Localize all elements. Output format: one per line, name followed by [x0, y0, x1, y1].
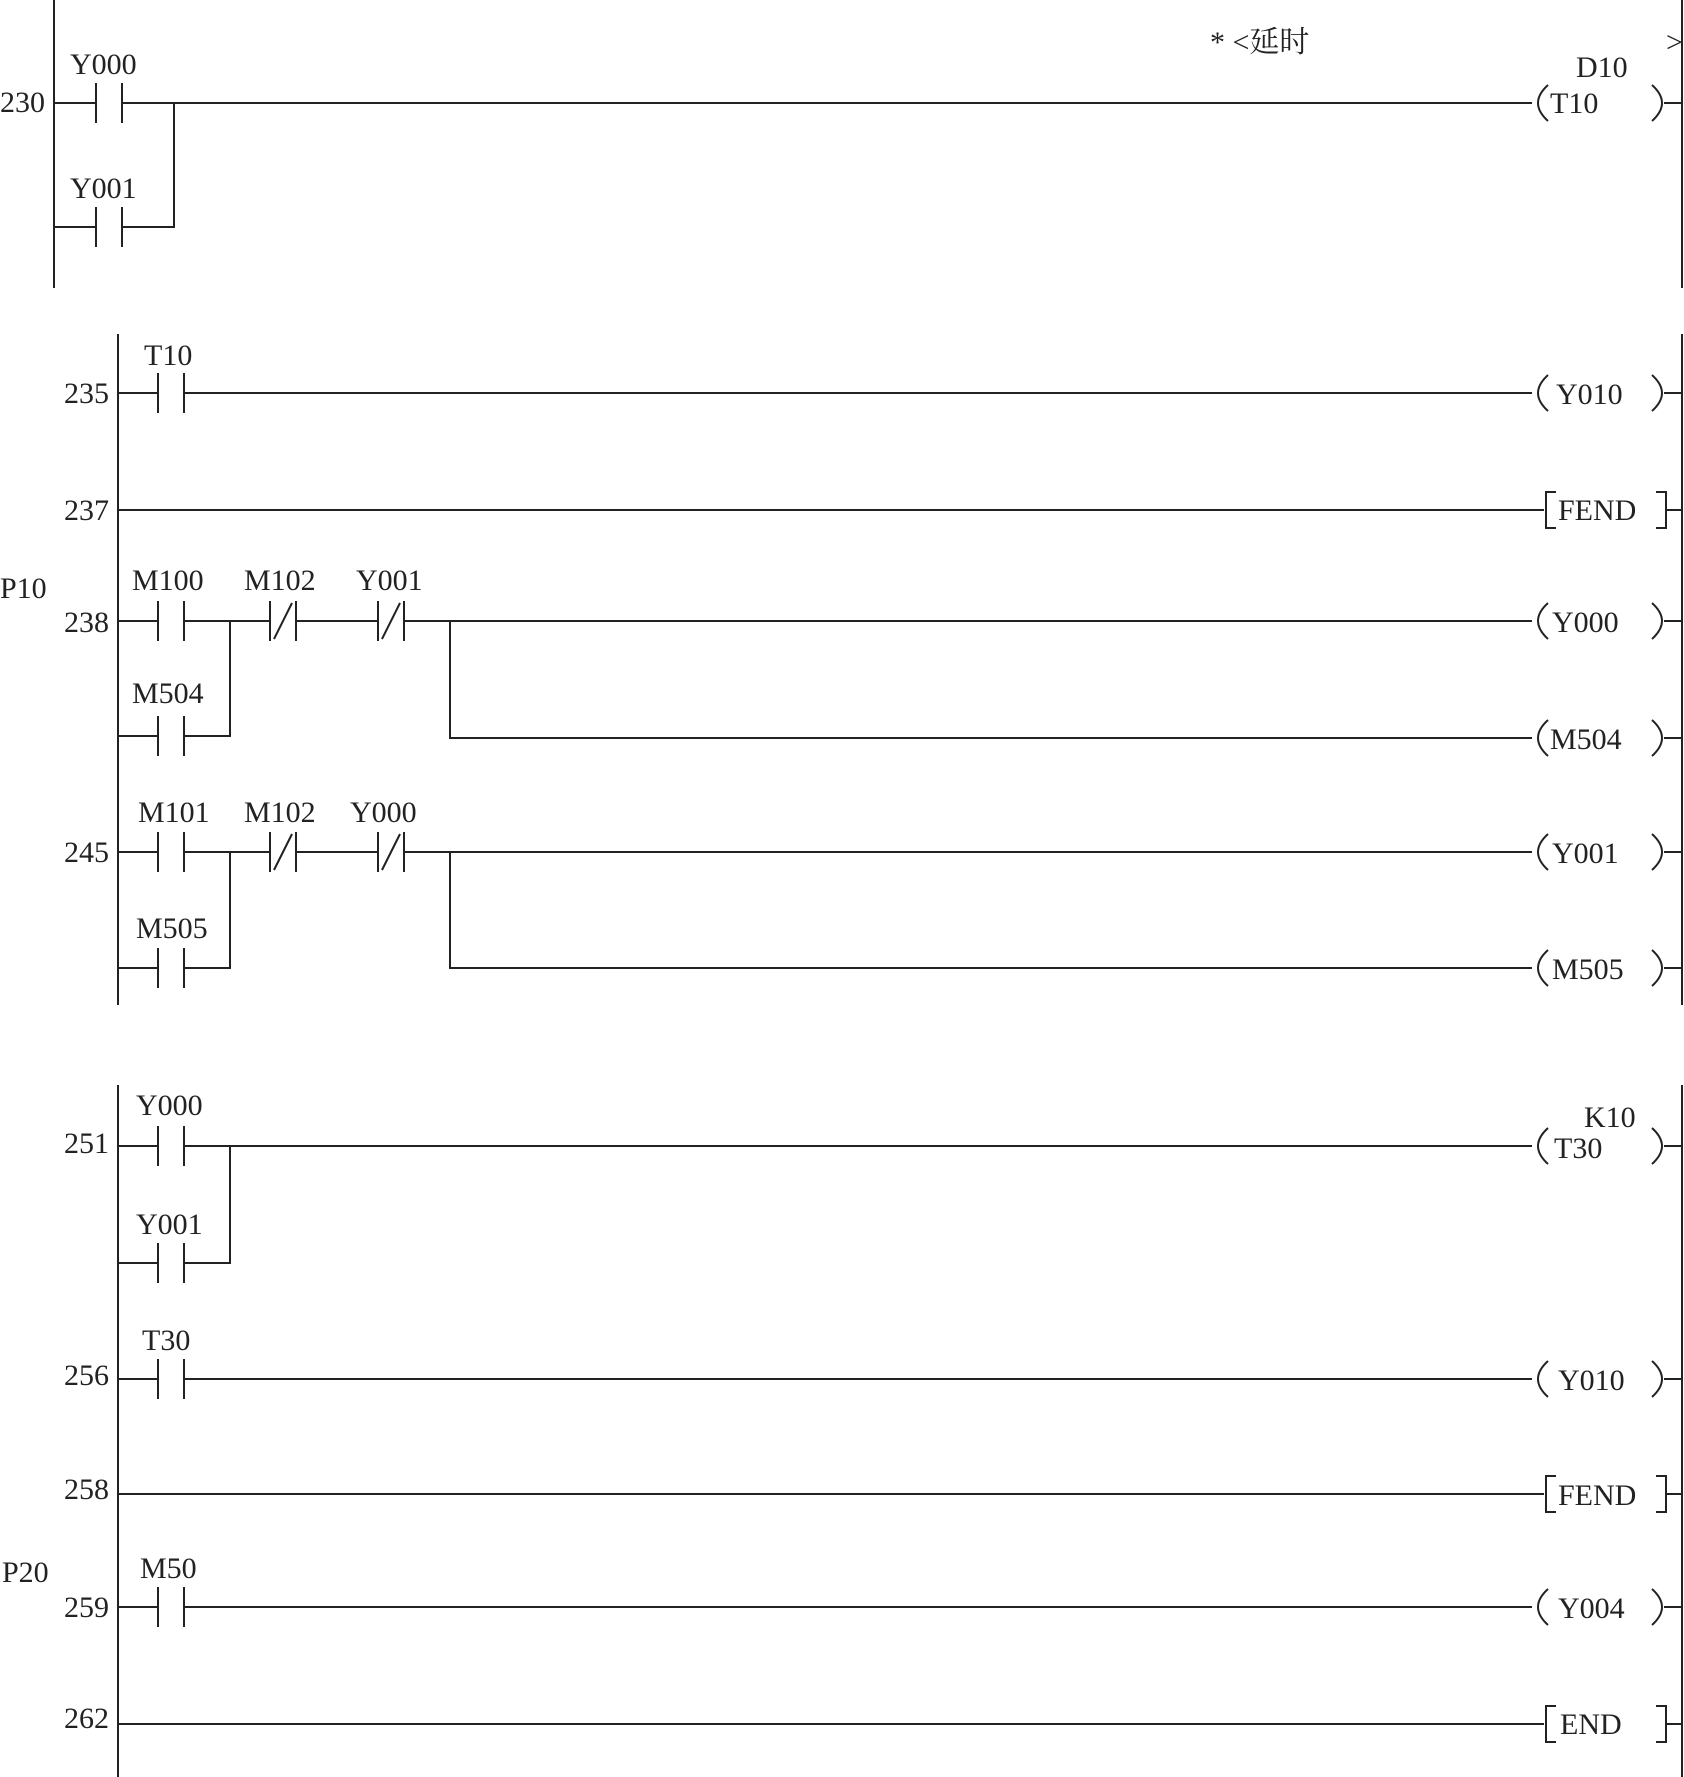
coil-parameter: K10	[1584, 1101, 1636, 1134]
contact-label: M504	[132, 677, 204, 710]
nc-contact	[378, 601, 404, 641]
step-number: 262	[64, 1702, 109, 1735]
rung-235	[64, 339, 1682, 413]
coil-label: M505	[1552, 953, 1624, 986]
coil-right-paren	[1652, 603, 1662, 639]
rung-262	[64, 1702, 1682, 1742]
coil-parameter: D10	[1576, 51, 1628, 84]
no-contact	[158, 1243, 184, 1283]
contact-label: M102	[244, 796, 316, 829]
coil-label: T30	[1554, 1132, 1603, 1165]
branch-wire	[184, 852, 230, 968]
contact-label: M100	[132, 564, 204, 597]
no-contact	[96, 207, 122, 247]
nc-contact	[270, 832, 296, 872]
coil-right-paren	[1652, 1589, 1662, 1625]
rung-237	[64, 492, 1682, 528]
branch-wire	[122, 103, 174, 227]
coil-left-paren	[1538, 603, 1548, 639]
rung-251	[64, 1089, 1682, 1283]
nc-contact	[270, 601, 296, 641]
coil-label: Y010	[1558, 1364, 1625, 1397]
contact-label: Y001	[136, 1208, 203, 1241]
coil-label: Y004	[1558, 1592, 1625, 1625]
coil-right-paren	[1652, 1361, 1662, 1397]
no-contact	[158, 716, 184, 756]
instruction-right-bracket	[1656, 492, 1666, 528]
coil-left-paren	[1538, 720, 1548, 756]
step-number: 258	[64, 1473, 109, 1506]
pointer-label: P10	[0, 572, 47, 605]
rung-258	[64, 1473, 1682, 1512]
output-branch-wire	[450, 621, 1532, 738]
step-number: 237	[64, 494, 109, 527]
no-contact	[158, 1587, 184, 1627]
rung-256	[64, 1324, 1682, 1399]
contact-label: M101	[138, 796, 210, 829]
coil-left-paren	[1538, 1361, 1548, 1397]
rung-245	[64, 796, 1682, 988]
nc-contact	[378, 832, 404, 872]
step-number: 256	[64, 1359, 109, 1392]
no-contact	[158, 1359, 184, 1399]
instruction-left-bracket	[1546, 492, 1556, 528]
instruction-label: FEND	[1558, 1479, 1637, 1512]
no-contact	[158, 948, 184, 988]
coil-right-paren	[1652, 1128, 1662, 1164]
instruction-label: END	[1560, 1708, 1622, 1741]
coil-left-paren	[1538, 1128, 1548, 1164]
output-branch-wire	[450, 852, 1532, 968]
rung-230	[0, 26, 1683, 247]
rung-259	[2, 1552, 1682, 1627]
coil-label: Y000	[1552, 606, 1619, 639]
coil-right-paren	[1652, 375, 1662, 411]
contact-label: Y000	[350, 796, 417, 829]
coil-label: Y001	[1552, 837, 1619, 870]
step-number: 235	[64, 377, 109, 410]
step-number: 230	[0, 86, 45, 119]
rung-238	[0, 564, 1682, 756]
instruction-left-bracket	[1546, 1476, 1556, 1512]
comment-text: * <延时	[1210, 26, 1310, 59]
contact-label: Y000	[136, 1089, 203, 1122]
instruction-right-bracket	[1656, 1476, 1666, 1512]
no-contact	[96, 83, 122, 123]
coil-left-paren	[1538, 85, 1548, 121]
no-contact	[158, 601, 184, 641]
no-contact	[158, 1126, 184, 1166]
step-number: 259	[64, 1591, 109, 1624]
coil-left-paren	[1538, 375, 1548, 411]
pointer-label: P20	[2, 1556, 49, 1589]
coil-left-paren	[1538, 1589, 1548, 1625]
contact-label: T10	[144, 339, 193, 372]
comment-end-mark: >	[1666, 26, 1683, 59]
coil-label: T10	[1550, 87, 1599, 120]
instruction-label: FEND	[1558, 494, 1637, 527]
contact-label: M102	[244, 564, 316, 597]
coil-right-paren	[1652, 834, 1662, 870]
contact-label: Y001	[70, 172, 137, 205]
contact-label: M50	[140, 1552, 197, 1585]
contact-label: Y001	[356, 564, 423, 597]
coil-left-paren	[1538, 834, 1548, 870]
contact-label: T30	[142, 1324, 191, 1357]
no-contact	[158, 832, 184, 872]
instruction-left-bracket	[1546, 1706, 1556, 1742]
step-number: 251	[64, 1127, 109, 1160]
step-number: 238	[64, 606, 109, 639]
contact-label: M505	[136, 912, 208, 945]
coil-right-paren	[1652, 85, 1662, 121]
coil-left-paren	[1538, 950, 1548, 986]
coil-label: Y010	[1556, 378, 1623, 411]
coil-label: M504	[1550, 723, 1622, 756]
instruction-right-bracket	[1656, 1706, 1666, 1742]
contact-label: Y000	[70, 48, 137, 81]
branch-wire	[184, 1146, 230, 1263]
coil-right-paren	[1652, 950, 1662, 986]
step-number: 245	[64, 836, 109, 869]
coil-right-paren	[1652, 720, 1662, 756]
no-contact	[158, 373, 184, 413]
